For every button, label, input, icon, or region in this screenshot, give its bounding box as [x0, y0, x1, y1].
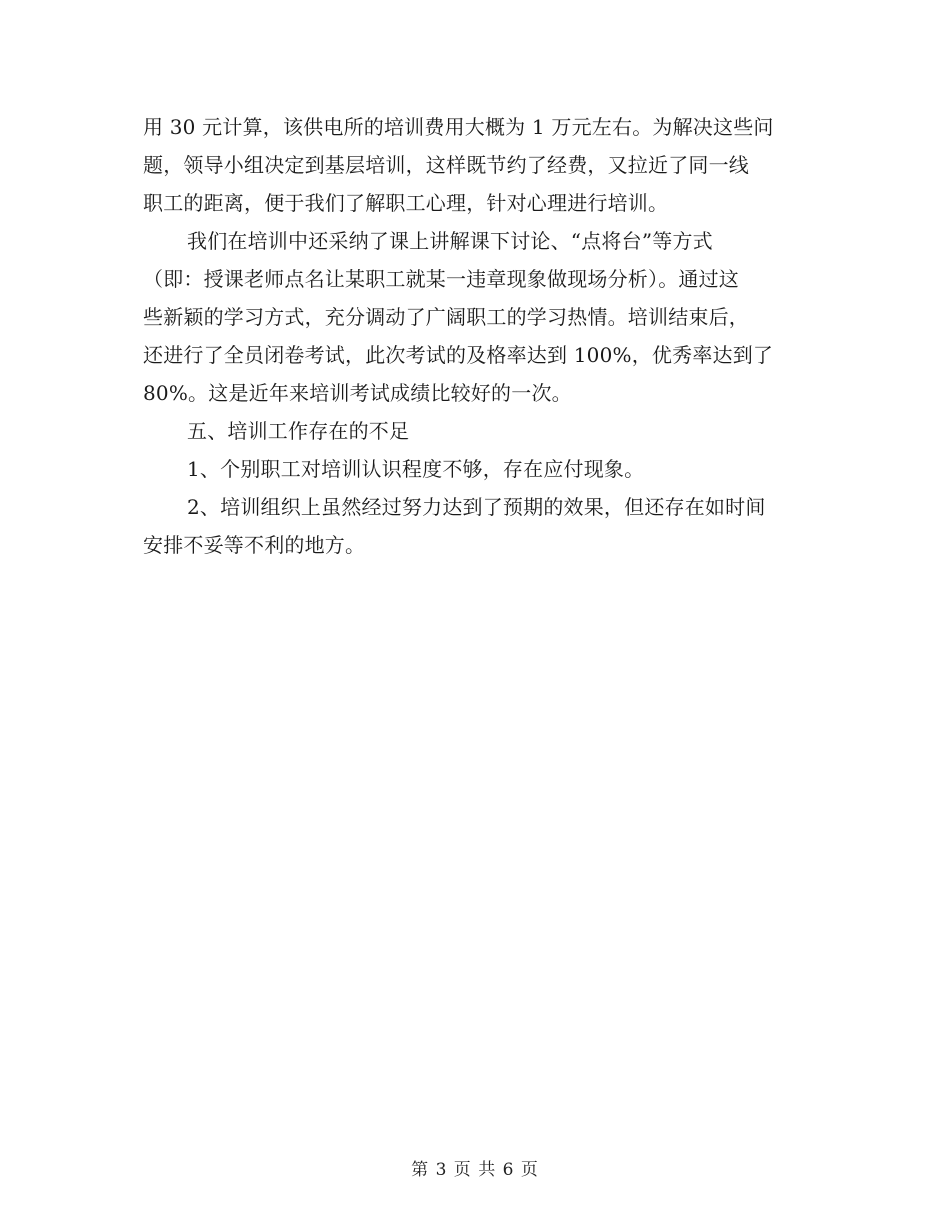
text-line: 还进行了全员闭卷考试，此次考试的及格率达到 100%，优秀率达到了	[143, 343, 774, 367]
document-body	[143, 108, 807, 564]
section-heading: 五、培训工作存在的不足	[187, 419, 410, 443]
text-line: 用 30 元计算，该供电所的培训费用大概为 1 万元左右。为解决这些问	[143, 115, 774, 139]
text-line: （即：授课老师点名让某职工就某一违章现象做现场分析）。通过这	[143, 267, 739, 291]
list-item: 2、培训组织上虽然经过努力达到了预期的效果，但还存在如时间	[187, 495, 766, 519]
text-line: 职工的距离，便于我们了解职工心理，针对心理进行培训。	[143, 191, 669, 215]
text-line: 80%。这是近年来培训考试成绩比较好的一次。	[143, 381, 572, 405]
list-item: 1、个别职工对培训认识程度不够，存在应付现象。	[187, 457, 645, 481]
text-line: 题，领导小组决定到基层培训，这样既节约了经费，又拉近了同一线	[143, 153, 749, 177]
text-line: 些新颖的学习方式，充分调动了广阔职工的学习热情。培训结束后，	[143, 305, 749, 329]
text-line: 安排不妥等不利的地方。	[143, 533, 366, 557]
text-line: 我们在培训中还采纳了课上讲解课下讨论、“点将台”等方式	[187, 229, 713, 253]
page-number-footer: 第 3 页 共 6 页	[411, 1160, 539, 1180]
